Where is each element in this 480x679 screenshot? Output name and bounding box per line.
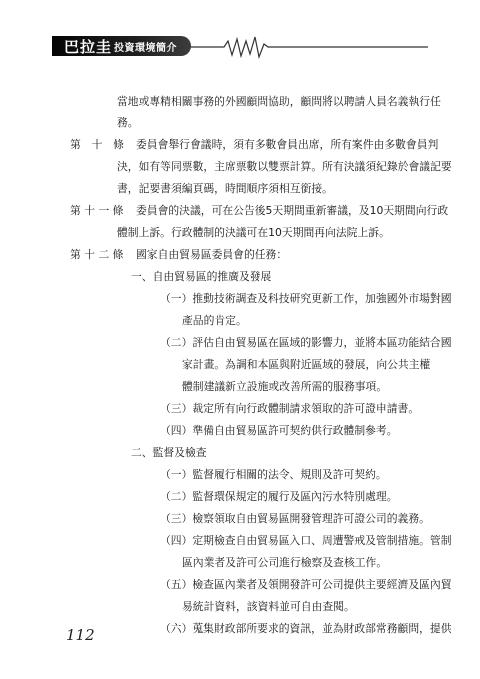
article-number: 第 十 條 — [70, 138, 124, 151]
header-title-sub: 投資環境簡介 — [114, 42, 178, 54]
page-number: 112 — [66, 626, 95, 644]
text-line: 易統計資料，該資料並可自由查閱。 — [182, 600, 355, 613]
list-item: （四）準備自由貿易區許可契約供行政體制參考。 — [160, 424, 398, 437]
text-line: 區內業者及許可公司進行檢察及查核工作。 — [182, 556, 388, 569]
section-heading: 一、自由貿易區的推廣及發展 — [131, 270, 272, 283]
text-line: 書，記要書須編頁碼，時間順序須相互銜接。 — [117, 182, 333, 195]
list-item: （三）裁定所有向行政體制請求領取的許可證申請書。 — [160, 402, 420, 415]
text-line: 委員會的決議，可在公告後5天期間重新審議，及10天期間向行政 — [136, 204, 449, 217]
article-number: 第 十 二 條 — [70, 248, 124, 261]
list-item: （六）蒐集財政部所要求的資訊，並為財政部常務顧問，提供 — [160, 622, 452, 635]
list-item: （五）檢查區內業者及領開發許可公司提供主要經濟及區內貿 — [160, 578, 452, 591]
text-line: 當地或專精相關事務的外國顧問協助，顧問將以聘請人員名義執行任 — [117, 95, 441, 108]
section-heading: 二、監督及檢查 — [131, 446, 207, 459]
article-number: 第 十 一 條 — [70, 204, 124, 217]
header-title-main: 巴拉圭 — [64, 37, 113, 56]
list-item: （一）推動技術調查及科技研究更新工作，加強國外市場對國 — [160, 292, 452, 305]
text-line: 家計畫。為調和本區與附近區域的發展，向公共主權 — [182, 358, 431, 371]
list-item: （三）檢察領取自由貿易區開發管理許可證公司的義務。 — [160, 512, 430, 525]
text-line: 體制上訴。行政體制的決議可在10天期間再向法院上訴。 — [117, 226, 390, 239]
text-line: 產品的肯定。 — [182, 314, 247, 327]
text-line: 國家自由貿易區委員會的任務： — [136, 248, 288, 261]
header-title-block — [52, 36, 191, 56]
list-item: （四）定期檢查自由貿易區入口、周遭警戒及管制措施。管制 — [160, 534, 452, 547]
text-line: 委員會舉行會議時，須有多數會員出席，所有案件由多數會員判 — [136, 138, 439, 151]
text-line: 務。 — [117, 116, 139, 129]
list-item: （二）監督環保規定的履行及區內污水特別處理。 — [160, 490, 398, 503]
list-item: （一）監督履行相關的法令、規則及許可契約。 — [160, 468, 387, 481]
text-line: 決，如有等同票數，主席票數以雙票計算。所有決議須紀錄於會議記要 — [117, 160, 452, 173]
list-item: （二）評估自由貿易區在區域的影響力，並將本區功能結合國 — [160, 336, 452, 349]
text-line: 體制建議新立設施或改善所需的服務事項。 — [182, 380, 388, 393]
page-header — [0, 0, 480, 70]
